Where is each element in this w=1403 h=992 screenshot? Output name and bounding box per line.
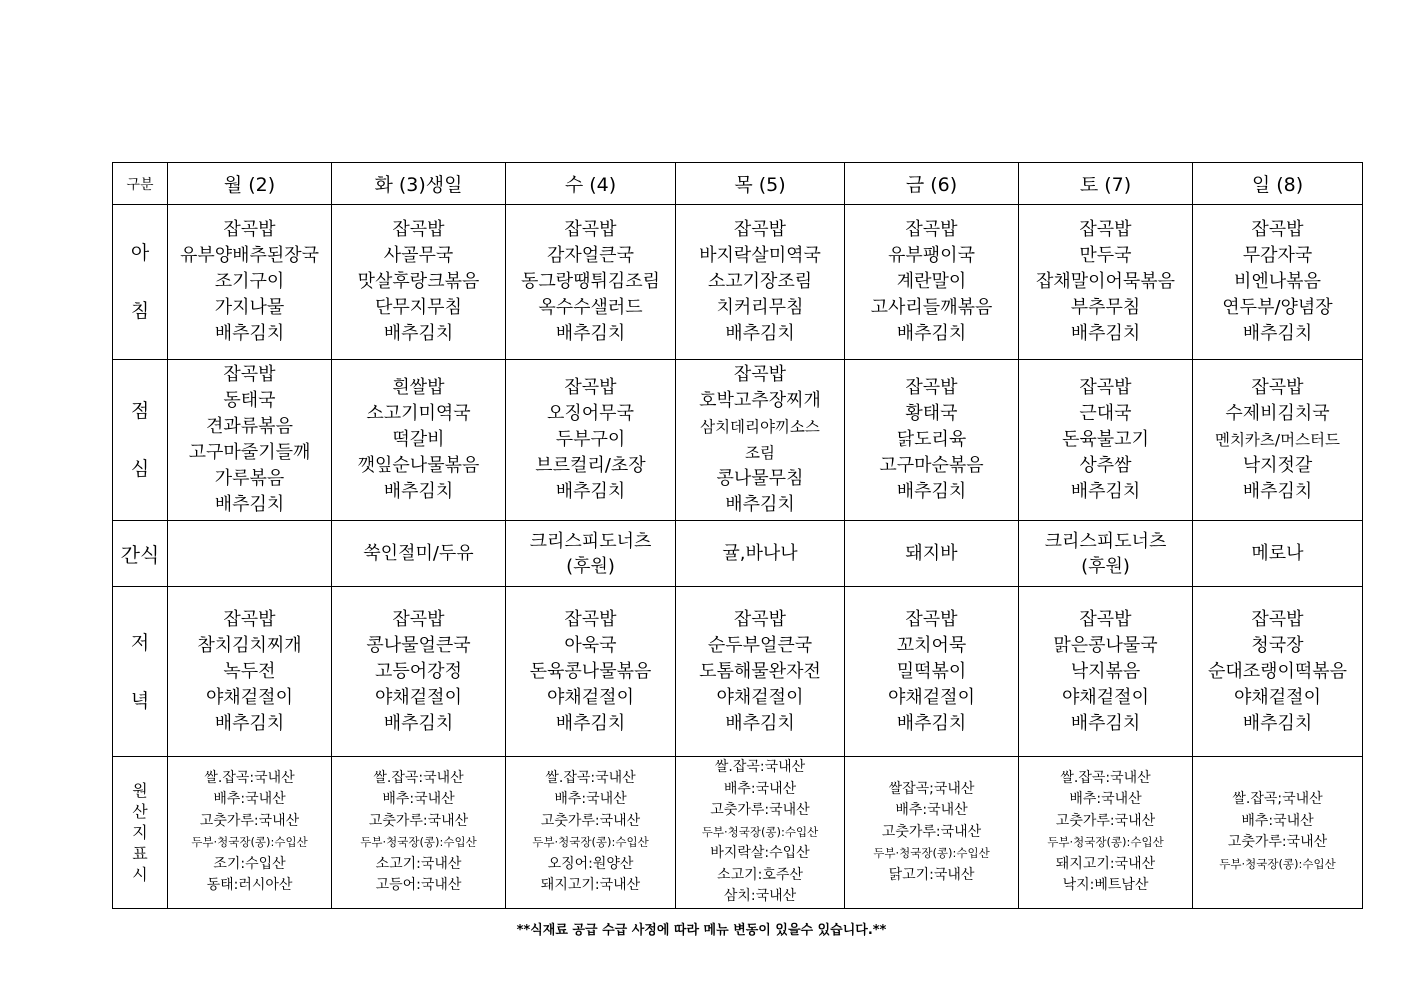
origin-item: 소고기:호주산 xyxy=(717,866,803,883)
menu-item: 밀떡볶이 xyxy=(896,660,967,682)
menu-item: 오징어무국 xyxy=(547,403,634,424)
menu-item: 견과류볶음 xyxy=(206,416,293,437)
origin-item: 고등어:국내산 xyxy=(375,877,462,894)
menu-item: 배추김치 xyxy=(896,323,967,344)
menu-item: 잡곡밥 xyxy=(1251,219,1304,240)
menu-item: 배추김치 xyxy=(555,712,626,734)
day-name: 일 xyxy=(1251,174,1271,196)
lunch-cell xyxy=(845,360,1019,521)
menu-item: (후원) xyxy=(566,555,615,577)
menu-item: 야채겉절이 xyxy=(1062,686,1149,708)
menu-item: 귤,바나나 xyxy=(722,543,798,564)
menu-item: 배추김치 xyxy=(1070,481,1141,502)
menu-item: 야채겉절이 xyxy=(206,686,293,708)
menu-item: 야채겉절이 xyxy=(888,686,975,708)
origin-item: 배추:국내산 xyxy=(895,802,968,818)
menu-item: 순두부얼큰국 xyxy=(707,634,813,656)
menu-item: 배추김치 xyxy=(555,481,626,502)
day-date: (6) xyxy=(930,174,958,196)
menu-item: 도톰해물완자전 xyxy=(699,660,821,682)
lunch-cell xyxy=(1193,360,1363,521)
menu-item: 크리스피도너츠 xyxy=(1044,530,1167,552)
day-date: (8) xyxy=(1276,174,1304,196)
origin-item: 두부·청국장(콩):수입산 xyxy=(1047,835,1164,850)
dinner-cell xyxy=(845,587,1019,757)
day-name: 목 xyxy=(734,174,753,196)
day-header xyxy=(845,163,1019,205)
snack-cell xyxy=(168,521,332,587)
menu-item: 가지나물 xyxy=(214,297,285,318)
menu-item: 배추김치 xyxy=(1070,323,1141,344)
origin-cell xyxy=(845,757,1019,909)
menu-item: 맑은콩나물국 xyxy=(1053,634,1158,656)
menu-item: 고구마줄기들깨 xyxy=(188,442,311,463)
lunch-row xyxy=(113,360,1363,521)
origin-item: 소고기:국내산 xyxy=(375,855,462,872)
menu-item: 아욱국 xyxy=(564,634,617,656)
menu-item: 동그랑땡튀김조림 xyxy=(520,271,661,292)
menu-item: 가루볶음 xyxy=(214,468,285,489)
menu-item: 떡갈비 xyxy=(392,429,445,450)
menu-item: 사골무국 xyxy=(383,245,454,266)
menu-item: 잡곡밥 xyxy=(392,608,445,630)
origin-label xyxy=(113,757,168,909)
menu-item: 배추김치 xyxy=(383,712,454,734)
origin-item: 배추:국내산 xyxy=(1069,791,1142,808)
menu-item: 참치김치찌개 xyxy=(197,634,302,656)
lunch-cell xyxy=(676,360,845,521)
day-header xyxy=(168,163,332,205)
origin-item: 낙지:베트남산 xyxy=(1062,877,1149,894)
menu-item: 근대국 xyxy=(1079,403,1132,424)
dinner-cell xyxy=(1193,587,1363,757)
origin-cell xyxy=(1193,757,1363,909)
menu-item: 만두국 xyxy=(1079,245,1132,266)
snack-label xyxy=(113,521,168,587)
origin-item: 고춧가루:국내산 xyxy=(1055,812,1156,829)
breakfast-cell xyxy=(506,205,676,360)
menu-item: 수제비김치국 xyxy=(1225,403,1330,424)
menu-item: 쑥인절미/두유 xyxy=(363,543,474,564)
breakfast-cell xyxy=(1193,205,1363,360)
origin-item: 조기:수입산 xyxy=(213,855,286,872)
menu-item: 단무지무침 xyxy=(375,297,462,318)
menu-item: 잡곡밥 xyxy=(564,608,617,630)
menu-item: 호박고추장찌개 xyxy=(699,390,821,411)
menu-item: 배추김치 xyxy=(555,323,626,344)
snack-row xyxy=(113,521,1363,587)
menu-item: 잡곡밥 xyxy=(564,377,617,398)
origin-item: 쌀.잡곡;국내산 xyxy=(1232,791,1323,808)
menu-item: 배추김치 xyxy=(725,712,795,734)
lunch-label xyxy=(113,360,168,521)
origin-item: 배추:국내산 xyxy=(554,791,627,808)
lunch-cell xyxy=(168,360,332,521)
menu-item: 황태국 xyxy=(905,403,958,424)
origin-item: 돼지고기:국내산 xyxy=(1055,855,1156,872)
origin-item: 오징어:원양산 xyxy=(547,855,634,872)
snack-cell xyxy=(1193,521,1363,587)
origin-item: 닭고기:국내산 xyxy=(888,866,975,883)
menu-item: 두부구이 xyxy=(555,429,626,450)
day-name: 토 xyxy=(1079,174,1099,196)
origin-item: 바지락살:수입산 xyxy=(710,845,810,861)
origin-item: 배추:국내산 xyxy=(213,791,286,808)
menu-item: 계란말이 xyxy=(896,271,967,292)
dinner-cell xyxy=(676,587,845,757)
menu-item: 배추김치 xyxy=(1242,712,1313,734)
origin-label-char: 지 xyxy=(132,822,148,842)
day-header xyxy=(1019,163,1193,205)
menu-item: 순대조랭이떡볶음 xyxy=(1207,660,1348,682)
menu-item: 옥수수샐러드 xyxy=(538,297,643,318)
menu-item: 녹두전 xyxy=(223,660,276,682)
origin-item: 고춧가루:국내산 xyxy=(199,812,300,829)
menu-item: 유부팽이국 xyxy=(888,245,975,266)
snack-cell xyxy=(506,521,676,587)
menu-item: 잡곡밥 xyxy=(1251,608,1304,630)
snack-cell xyxy=(1019,521,1193,587)
menu-item: 잡곡밥 xyxy=(1079,377,1132,398)
dinner-cell xyxy=(1019,587,1193,757)
origin-item: 쌀.잡곡:국내산 xyxy=(545,769,636,786)
menu-item: 야채겉절이 xyxy=(716,686,804,708)
day-name: 금 xyxy=(905,174,925,196)
lunch-cell xyxy=(332,360,506,521)
day-date: (5) xyxy=(758,174,786,196)
origin-label-char: 산 xyxy=(132,801,148,821)
origin-cell xyxy=(1019,757,1193,909)
menu-item: (후원) xyxy=(1081,555,1130,577)
menu-item: 고사리들깨볶음 xyxy=(870,297,993,318)
menu-item: 청국장 xyxy=(1251,634,1304,656)
breakfast-cell xyxy=(845,205,1019,360)
origin-item: 쌀.잡곡:국내산 xyxy=(714,759,806,775)
menu-item: 맛살후랑크볶음 xyxy=(357,271,480,292)
menu-item: 조림 xyxy=(745,444,775,462)
origin-cell xyxy=(332,757,506,909)
menu-item: 고구마순볶음 xyxy=(879,455,984,476)
breakfast-row xyxy=(113,205,1363,360)
origin-item: 배추:국내산 xyxy=(723,780,797,797)
menu-item: 크리스피도너츠 xyxy=(529,530,652,552)
day-header xyxy=(676,163,845,205)
menu-item: 잡곡밥 xyxy=(1079,219,1132,240)
origin-item: 쌀.잡곡:국내산 xyxy=(204,769,295,786)
day-date: (4) xyxy=(589,174,617,196)
snack-label-text: 간식 xyxy=(120,543,160,567)
menu-item: 고등어강정 xyxy=(375,660,462,682)
menu-item: 꼬치어묵 xyxy=(896,634,967,656)
origin-item: 배추:국내산 xyxy=(382,791,455,808)
menu-item: 메로나 xyxy=(1251,543,1304,564)
menu-item: 삼치데리야끼소스 xyxy=(700,418,820,436)
origin-item: 두부·청국장(콩):수입산 xyxy=(360,835,477,850)
day-header xyxy=(1193,163,1363,205)
day-header xyxy=(506,163,676,205)
menu-item: 배추김치 xyxy=(725,323,795,344)
breakfast-cell xyxy=(676,205,845,360)
menu-item: 야채겉절이 xyxy=(375,686,462,708)
lunch-cell xyxy=(1019,360,1193,521)
origin-item: 쌀.잡곡:국내산 xyxy=(373,769,464,786)
header-label: 구분 xyxy=(113,163,168,205)
origin-item: 두부·청국장(콩):수입산 xyxy=(532,835,649,850)
menu-item: 닭도리육 xyxy=(896,429,967,450)
origin-item: 동태:러시아산 xyxy=(206,877,293,894)
menu-item: 무감자국 xyxy=(1242,245,1313,266)
origin-item: 고춧가루:국내산 xyxy=(710,802,810,818)
origin-item: 쌀잡곡;국내산 xyxy=(888,780,975,797)
menu-item: 잡곡밥 xyxy=(1079,608,1132,630)
origin-item: 배추:국내산 xyxy=(1241,812,1314,829)
breakfast-label-char: 침 xyxy=(130,300,150,322)
dinner-label xyxy=(113,587,168,757)
menu-item: 배추김치 xyxy=(896,481,967,502)
menu-item: 배추김치 xyxy=(383,323,454,344)
menu-item: 콩나물무침 xyxy=(716,468,804,489)
origin-label-char: 원 xyxy=(132,780,148,800)
origin-item: 고춧가루:국내산 xyxy=(540,812,641,829)
menu-item: 잡곡밥 xyxy=(733,608,787,630)
origin-label-char: 표 xyxy=(132,843,148,863)
menu-item: 배추김치 xyxy=(896,712,967,734)
dinner-row xyxy=(113,587,1363,757)
snack-cell xyxy=(845,521,1019,587)
menu-change-notice: **식재료 공급 수급 사정에 따라 메뉴 변동이 있을수 있습니다.** xyxy=(516,923,887,938)
menu-item: 돼지바 xyxy=(905,543,958,564)
menu-item: 돈육콩나물볶음 xyxy=(529,660,652,682)
menu-item: 잡곡밥 xyxy=(223,219,276,240)
menu-item: 부추무침 xyxy=(1070,297,1141,318)
menu-item: 잡곡밥 xyxy=(905,608,958,630)
menu-item: 소고기장조림 xyxy=(707,271,813,292)
dinner-cell xyxy=(168,587,332,757)
day-note: 생일 xyxy=(425,174,463,196)
lunch-label-char: 심 xyxy=(130,458,150,480)
origin-label-char: 시 xyxy=(132,864,148,884)
dinner-cell xyxy=(506,587,676,757)
origin-item: 고춧가루:국내산 xyxy=(368,812,469,829)
menu-item: 잡곡밥 xyxy=(905,377,958,398)
day-name: 수 xyxy=(564,174,584,196)
origin-cell xyxy=(506,757,676,909)
menu-item: 바지락살미역국 xyxy=(699,245,821,266)
menu-item: 멘치카츠/머스터드 xyxy=(1214,431,1340,449)
menu-item: 돈육불고기 xyxy=(1062,429,1149,450)
menu-item: 배추김치 xyxy=(383,481,454,502)
dinner-label-char: 저 xyxy=(130,631,150,654)
menu-item: 낙지젓갈 xyxy=(1242,455,1313,476)
menu-item: 배추김치 xyxy=(1070,712,1141,734)
day-date: (2) xyxy=(248,174,276,196)
menu-item: 콩나물얼큰국 xyxy=(366,634,471,656)
menu-item: 잡채말이어묵볶음 xyxy=(1035,271,1176,292)
day-name: 월 xyxy=(223,174,243,196)
meal-plan-table xyxy=(112,162,1363,909)
origin-item: 쌀.잡곡:국내산 xyxy=(1060,769,1151,786)
day-name: 화 xyxy=(374,174,393,196)
origin-item: 두부·청국장(콩):수입산 xyxy=(873,846,990,860)
menu-item: 소고기미역국 xyxy=(366,403,471,424)
day-date: (7) xyxy=(1104,174,1132,196)
menu-item: 배추김치 xyxy=(1242,481,1313,502)
origin-cell xyxy=(168,757,332,909)
menu-item: 잡곡밥 xyxy=(564,219,617,240)
breakfast-label xyxy=(113,205,168,360)
breakfast-cell xyxy=(332,205,506,360)
origin-cell xyxy=(676,757,845,909)
origin-item: 돼지고기:국내산 xyxy=(540,877,641,894)
origin-item: 두부·청국장(콩):수입산 xyxy=(701,824,819,839)
menu-item: 흰쌀밥 xyxy=(392,377,445,398)
origin-item: 고춧가루:국내산 xyxy=(1227,834,1328,851)
menu-item: 배추김치 xyxy=(214,494,285,515)
day-date: (3) xyxy=(398,174,426,196)
menu-item: 브르컬리/초장 xyxy=(535,455,646,476)
lunch-cell xyxy=(506,360,676,521)
menu-item: 배추김치 xyxy=(725,494,795,515)
menu-item: 낙지볶음 xyxy=(1070,660,1141,682)
origin-item: 두부·청국장(콩):수입산 xyxy=(191,835,308,850)
dinner-label-char: 녁 xyxy=(130,689,150,712)
menu-item: 야채겉절이 xyxy=(1234,686,1321,708)
menu-item: 비엔나볶음 xyxy=(1234,271,1321,292)
snack-cell xyxy=(332,521,506,587)
menu-item: 야채겉절이 xyxy=(547,686,634,708)
origin-item: 삼치:국내산 xyxy=(723,888,797,904)
menu-item: 동태국 xyxy=(223,390,276,411)
menu-item: 잡곡밥 xyxy=(223,364,276,385)
menu-item: 잡곡밥 xyxy=(733,364,787,385)
menu-item: 잡곡밥 xyxy=(1251,377,1304,398)
menu-item: 잡곡밥 xyxy=(392,219,445,240)
breakfast-label-char: 아 xyxy=(130,242,150,264)
menu-item: 잡곡밥 xyxy=(905,219,958,240)
menu-item: 잡곡밥 xyxy=(733,219,787,240)
menu-item: 상추쌈 xyxy=(1079,455,1132,476)
header-row xyxy=(113,163,1363,205)
menu-item: 깻잎순나물볶음 xyxy=(357,455,480,476)
day-header xyxy=(332,163,506,205)
snack-cell xyxy=(676,521,845,587)
menu-item: 배추김치 xyxy=(214,323,285,344)
origin-item: 두부·청국장(콩):수입산 xyxy=(1219,856,1336,871)
lunch-label-char: 점 xyxy=(130,400,150,422)
menu-item: 배추김치 xyxy=(1242,323,1313,344)
menu-item: 배추김치 xyxy=(214,712,285,734)
menu-item: 잡곡밥 xyxy=(223,608,276,630)
origin-item: 고춧가루:국내산 xyxy=(881,823,982,840)
menu-item: 치커리무침 xyxy=(716,297,804,318)
breakfast-cell xyxy=(1019,205,1193,360)
dinner-cell xyxy=(332,587,506,757)
origin-row xyxy=(113,757,1363,909)
menu-item: 감자얼큰국 xyxy=(547,245,634,266)
menu-item: 유부양배추된장국 xyxy=(179,245,320,266)
breakfast-cell xyxy=(168,205,332,360)
menu-item: 조기구이 xyxy=(214,271,285,292)
menu-item: 연두부/양념장 xyxy=(1222,297,1333,318)
